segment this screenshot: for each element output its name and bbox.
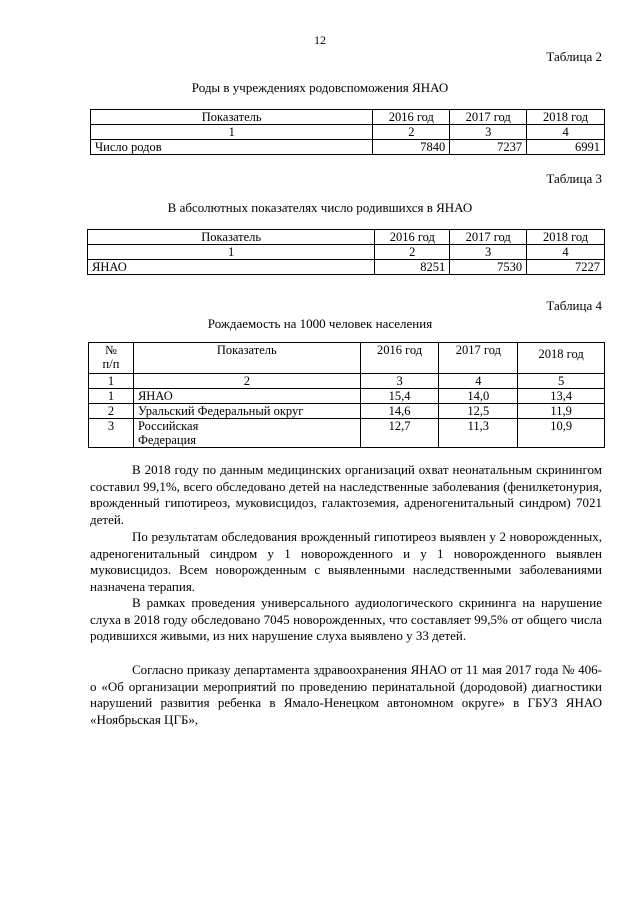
table-row [89,419,605,448]
column-number-cell: 3 [450,125,527,140]
paragraph-screening: В 2018 году по данным медицинских организаций охват неонатальным скринингом составил 99,1%, всего обследовано детей на наследственные заболевания (фенилкетонурия, врожденный гипотиреоз, муковисцидоз, галактоземия, адреногенитальный синдром) 7021 детей. [90,462,602,527]
column-number-cell: 1 [88,245,375,260]
column-number-cell: 2 [375,245,450,260]
value-cell: 12,5 [439,404,518,419]
page-number: 12 [314,33,326,47]
table2 [90,109,605,155]
column-number-row [89,374,605,389]
header-cell: Показатель [91,110,373,125]
table-header-row [89,343,605,374]
value-cell: 15,4 [360,389,439,404]
column-number-cell: 2 [133,374,360,389]
row-label-cell: ЯНАО [133,389,360,404]
header-cell: 2016 год [375,230,450,245]
table3-label: Таблица 3 [546,171,602,186]
table2-title: Роды в учреждениях родовспоможения ЯНАО [191,80,449,95]
column-number-cell: 3 [360,374,439,389]
column-number-cell: 1 [89,374,134,389]
row-label-cell: ЯНАО [88,260,375,275]
row-number-cell: 2 [89,404,134,419]
table4 [88,342,605,448]
column-number-cell: 2 [373,125,450,140]
column-number-cell: 1 [91,125,373,140]
value-cell: 7237 [450,140,527,155]
header-cell: 2017 год [450,230,527,245]
row-number-cell: 1 [89,389,134,404]
table-row [91,140,605,155]
paragraph-results: По результатам обследования врожденный гипотиреоз выявлен у 2 новорожденных, адреногенитальный синдром у 1 новорожденного и у 1 новорожденного выявлен муковисцидоз. Всем новорожденным с выявленными наследственными заболеваниями назначена терапия. [90,529,602,594]
value-cell: 6991 [527,140,605,155]
paragraph-order: Согласно приказу департамента здравоохранения ЯНАО от 11 мая 2017 года № 406-о «Об организации мероприятий по проведению перинатальной (дородовой) диагностики нарушений развития ребенка в Ямало-Ненецком автономном округе» в ГБУЗ ЯНАО «Ноябрьская ЦГБ», [90,662,602,727]
column-number-cell: 4 [527,125,605,140]
header-cell: 2016 год [373,110,450,125]
value-cell: 12,7 [360,419,439,448]
column-number-cell: 4 [439,374,518,389]
table4-label: Таблица 4 [546,298,602,313]
column-number-cell: 3 [450,245,527,260]
value-cell: 7840 [373,140,450,155]
row-label-cell: Уральский Федеральный округ [133,404,360,419]
value-cell: 8251 [375,260,450,275]
value-cell: 14,6 [360,404,439,419]
value-cell: 11,3 [439,419,518,448]
table3-title: В абсолютных показателях число родившихся в ЯНАО [167,200,473,215]
header-cell: № п/п [89,343,134,374]
header-cell: 2016 год [360,343,439,374]
header-cell: 2017 год [439,343,518,374]
row-label-cell: Число родов [91,140,373,155]
header-cell: 2018 год [527,110,605,125]
table3 [87,229,605,275]
table-header-row [91,110,605,125]
header-cell: 2017 год [450,110,527,125]
table4-title: Рождаемость на 1000 человек населения [207,316,433,331]
header-cell: Показатель [88,230,375,245]
value-cell: 7530 [450,260,527,275]
column-number-cell: 5 [518,374,605,389]
header-cell: Показатель [133,343,360,374]
value-cell: 13,4 [518,389,605,404]
column-number-row [91,125,605,140]
header-cell: 2018 год [518,343,605,374]
paragraph-audiology: В рамках проведения универсального аудиологического скрининга на нарушение слуха в 2018 году обследовано 7045 новорожденных, что составляет 99,5% от общего числа родившихся живыми, из них нарушение слуха выявлено у 33 детей. [90,595,602,644]
table-row [89,389,605,404]
value-cell: 10,9 [518,419,605,448]
row-number-cell: 3 [89,419,134,448]
row-label-cell: Российская Федерация [133,419,360,448]
column-number-row [88,245,605,260]
table-row [89,404,605,419]
table-header-row [88,230,605,245]
table2-label: Таблица 2 [546,49,602,64]
column-number-cell: 4 [527,245,605,260]
header-cell: 2018 год [527,230,605,245]
table-row [88,260,605,275]
value-cell: 7227 [527,260,605,275]
value-cell: 11,9 [518,404,605,419]
value-cell: 14,0 [439,389,518,404]
